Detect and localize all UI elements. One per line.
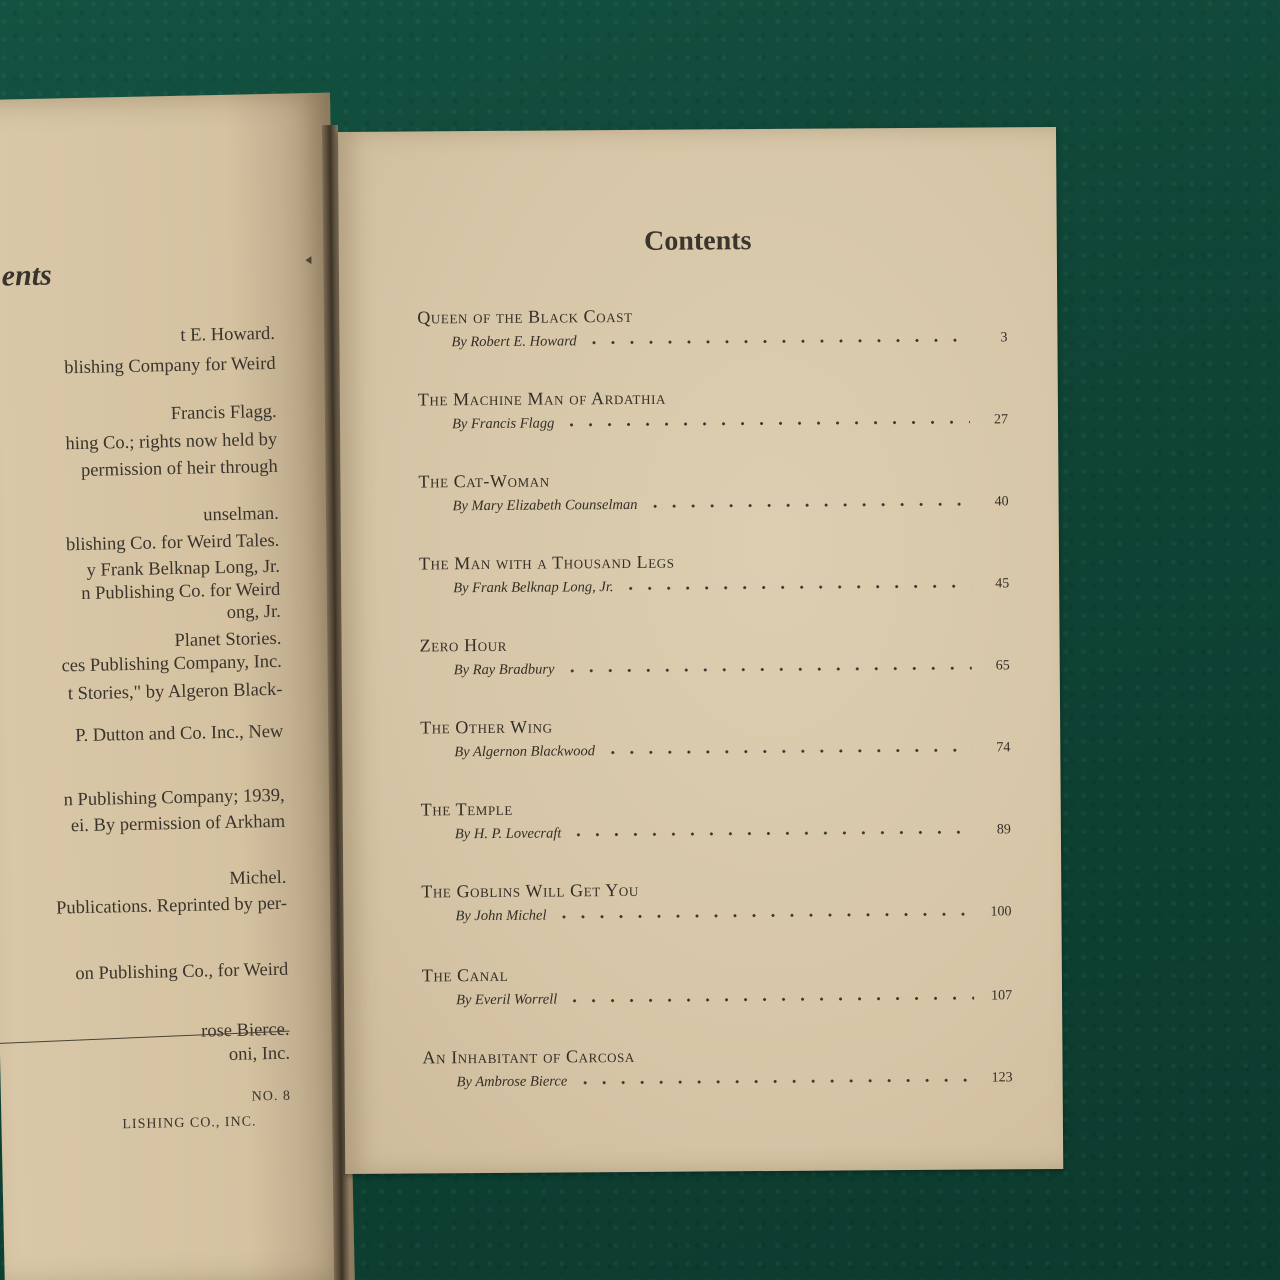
dot-leader <box>562 420 970 426</box>
page-number: 45 <box>995 576 1010 592</box>
left-line: P. Dutton and Co. Inc., New <box>75 721 284 747</box>
story-author: By Robert E. Howard <box>451 332 577 350</box>
toc-entry <box>420 631 1010 680</box>
left-page-text <box>0 323 291 1065</box>
page-number: 100 <box>990 904 1012 920</box>
story-author: By Ambrose Bierce <box>456 1072 568 1090</box>
story-title: An Inhabitant of Carcosa <box>422 1045 635 1068</box>
toc-entry <box>418 467 1008 516</box>
story-author: By Francis Flagg <box>451 414 555 432</box>
left-line: hing Co.; rights now held by <box>65 429 278 455</box>
left-line: Publications. Reprinted by per- <box>55 893 288 919</box>
story-title: The Other Wing <box>420 716 553 738</box>
page-number: 74 <box>996 740 1011 756</box>
dot-leader <box>575 1078 974 1084</box>
left-line: n Publishing Co. for Weird <box>81 579 281 604</box>
right-page <box>338 127 1063 1174</box>
entry-row <box>420 656 1010 680</box>
left-page-title: ents <box>1 258 53 293</box>
toc-entry <box>421 795 1011 844</box>
dot-leader <box>645 502 970 507</box>
dot-leader <box>585 338 970 344</box>
left-line: Planet Stories. <box>174 628 282 652</box>
story-title: The Man with a Thousand Legs <box>418 551 675 574</box>
toc-entry <box>422 1043 1012 1092</box>
left-line: Francis Flagg. <box>170 401 277 425</box>
entry-row <box>421 820 1011 844</box>
dot-leader <box>603 748 972 754</box>
left-line: on Publishing Co., for Weird <box>75 959 289 985</box>
left-page <box>0 93 355 1280</box>
toc-entry <box>420 713 1010 762</box>
story-author: By Mary Elizabeth Counselman <box>452 496 638 514</box>
entry-row <box>418 410 1008 434</box>
toc-entry <box>422 961 1012 1010</box>
entry-row <box>422 986 1012 1010</box>
left-line: permission of heir through <box>80 456 278 481</box>
toc-entry <box>417 303 1007 352</box>
story-title: Queen of the Black Coast <box>417 305 633 328</box>
entry-row <box>421 902 1011 926</box>
left-line: rose Bierce. <box>200 1019 290 1042</box>
page-number: 3 <box>1000 330 1008 346</box>
left-footer-publisher: LISHING CO., INC. <box>122 1114 257 1133</box>
entry-row <box>419 492 1009 516</box>
left-line: t E. Howard. <box>180 323 276 346</box>
toc-entry <box>419 549 1009 598</box>
left-footer-number: NO. 8 <box>251 1088 292 1105</box>
left-line: Michel. <box>229 867 287 889</box>
dot-leader <box>569 830 973 836</box>
page-number: 89 <box>996 822 1011 838</box>
left-line: blishing Company for Weird <box>64 353 276 379</box>
toc-entry <box>421 877 1011 926</box>
dot-leader <box>621 584 971 589</box>
page-number: 65 <box>995 658 1010 674</box>
page-number: 123 <box>991 1070 1013 1086</box>
story-title: Zero Hour <box>419 634 507 656</box>
left-line: oni, Inc. <box>228 1043 291 1065</box>
story-author: By Algernon Blackwood <box>454 742 596 760</box>
left-line: ong, Jr. <box>226 601 281 623</box>
page-number: 107 <box>990 988 1013 1004</box>
left-line: blishing Co. for Weird Tales. <box>65 530 280 556</box>
story-title: The Cat-Woman <box>418 470 550 492</box>
entry-row <box>419 574 1009 598</box>
dot-leader <box>554 912 973 918</box>
left-line: unselman. <box>203 503 279 526</box>
story-title: The Canal <box>421 964 509 986</box>
left-line: y Frank Belknap Long, Jr. <box>86 556 281 581</box>
page-number: 27 <box>993 412 1009 428</box>
toc-entry <box>418 385 1008 434</box>
entry-row <box>423 1068 1013 1092</box>
story-title: The Machine Man of Ardathia <box>417 387 667 410</box>
left-line: ces Publishing Company, Inc. <box>61 651 283 677</box>
story-author: By Frank Belknap Long, Jr. <box>453 578 614 596</box>
story-author: By Ray Bradbury <box>453 661 555 678</box>
left-line: ei. By permission of Arkham <box>70 811 286 837</box>
story-title: The Temple <box>420 798 513 820</box>
story-author: By Everil Worrell <box>456 990 558 1008</box>
dot-leader <box>565 996 974 1002</box>
entry-row <box>420 738 1010 762</box>
story-author: By John Michel <box>455 907 547 924</box>
left-line: n Publishing Company; 1939, <box>63 785 285 811</box>
page-title: Contents <box>643 225 752 257</box>
entry-row <box>417 328 1007 352</box>
left-line: t Stories," by Algeron Black- <box>67 679 283 705</box>
page-number: 40 <box>994 494 1009 510</box>
dot-leader <box>562 666 971 672</box>
left-page-marker <box>305 256 311 264</box>
story-author: By H. P. Lovecraft <box>454 824 562 842</box>
story-title: The Goblins Will Get You <box>421 879 639 902</box>
